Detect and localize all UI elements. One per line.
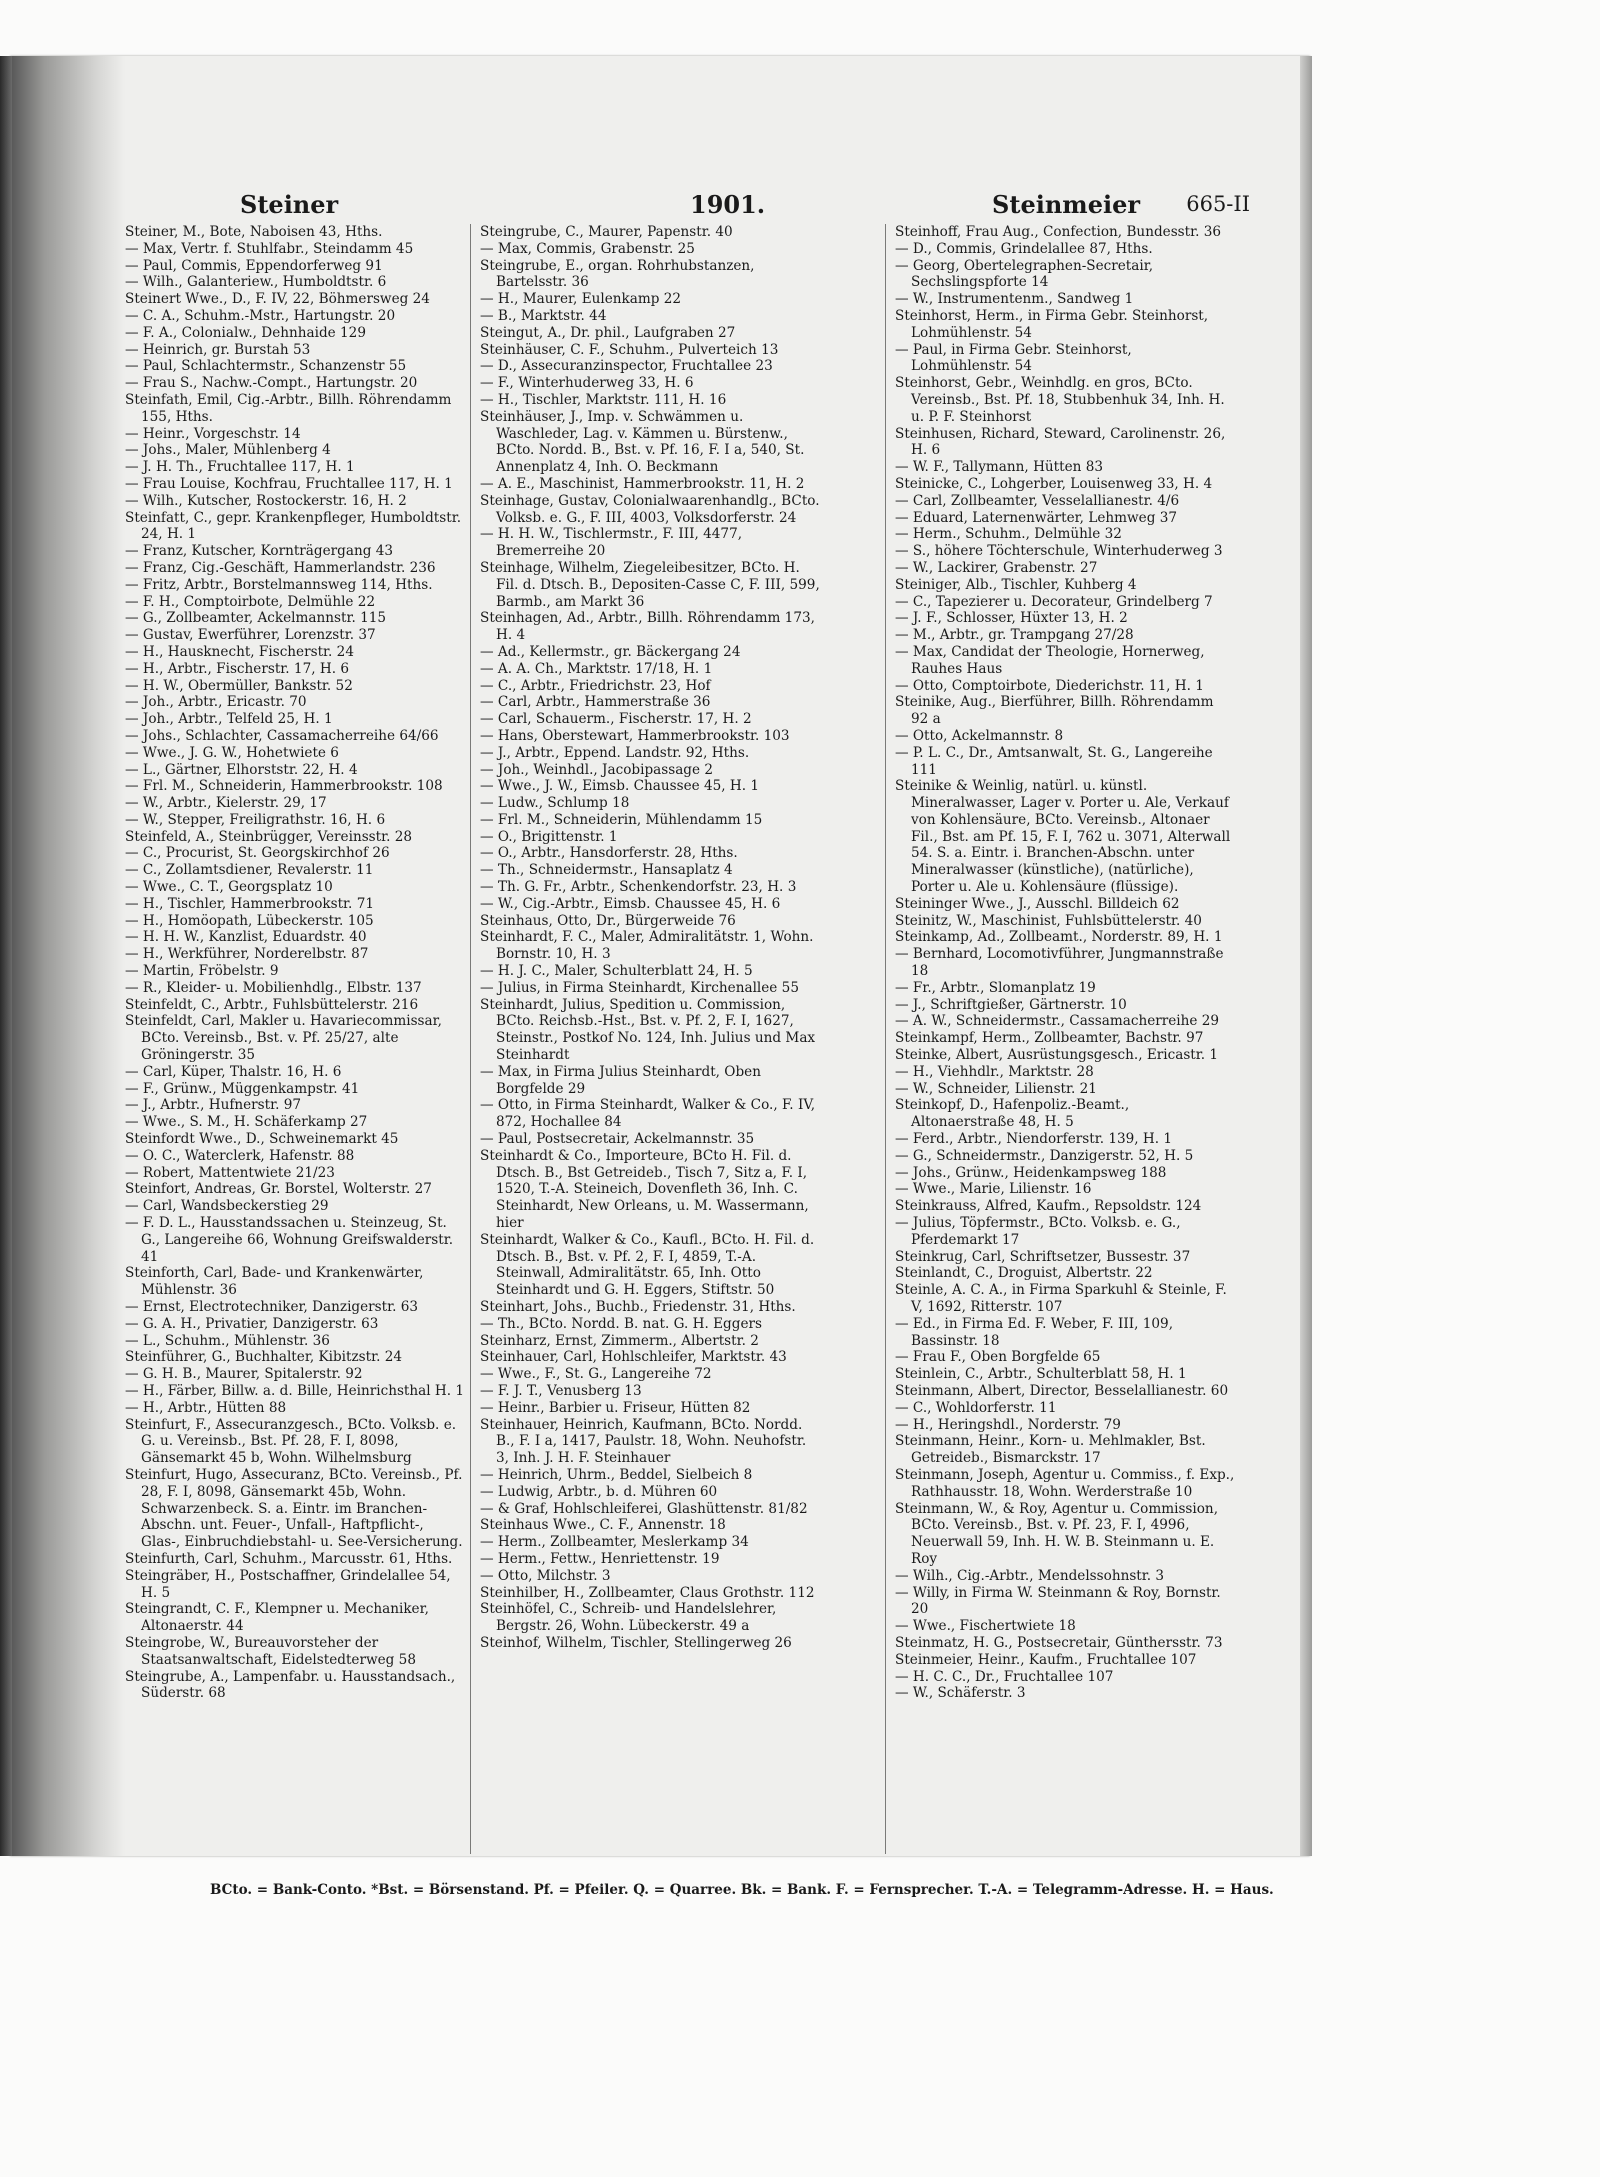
directory-entry: Steinhardt, Julius, Spedition u. Commission, BCto. Reichsb.-Hst., Bst. v. Pf. 2, F. I, 1627, Steinstr., Postkof No. 124, Inh. Julius und Max Steinhardt xyxy=(480,996,816,1064)
directory-entry: — & Graf, Hohlschleiferei, Glashüttenstr. 81/82 xyxy=(480,1500,808,1517)
directory-entry: — O., Brigittenstr. 1 xyxy=(480,828,618,845)
directory-entry: Steinhart, Johs., Buchb., Friedenstr. 31, Hths. xyxy=(480,1299,796,1315)
directory-entry: Steinmann, Albert, Director, Besselallianestr. 60 xyxy=(895,1382,1229,1399)
directory-entry: — Julius, Töpfermstr., BCto. Volksb. e. G., Pferdemarkt 17 xyxy=(895,1215,1181,1248)
directory-entry: — Fr., Arbtr., Slomanplatz 19 xyxy=(895,979,1096,996)
directory-entry: — Martin, Fröbelstr. 9 xyxy=(125,963,279,980)
directory-entry: Steingrandt, C. F., Klempner u. Mechaniker, Altonaerstr. 44 xyxy=(125,1601,429,1635)
directory-entry: — Ernst, Electrotechniker, Danzigerstr. 63 xyxy=(125,1299,419,1315)
directory-entry: — H. H. W., Tischlermstr., F. III, 4477, Bremerreihe 20 xyxy=(480,526,743,560)
directory-entry: Steinfordt Wwe., D., Schweinemarkt 45 xyxy=(125,1131,399,1148)
directory-entry: Steinführer, G., Buchhalter, Kibitzstr. 24 xyxy=(125,1349,403,1366)
directory-entry: — Joh., Weinhdl., Jacobipassage 2 xyxy=(480,761,714,778)
directory-entry: — H., Färber, Billw. a. d. Bille, Heinrichsthal H. 1 xyxy=(125,1382,465,1399)
book-spine-edge xyxy=(0,56,12,1856)
directory-entry: — C. A., Schuhm.-Mstr., Hartungstr. 20 xyxy=(125,307,396,324)
directory-entry: Steinharz, Ernst, Zimmerm., Albertstr. 2 xyxy=(480,1332,759,1349)
directory-entry: Steingrube, A., Lampenfabr. u. Hausstandsach., Süderstr. 68 xyxy=(125,1668,456,1702)
directory-entry: — W. F., Tallymann, Hütten 83 xyxy=(895,459,1104,476)
directory-entry: Steininger Wwe., J., Ausschl. Billdeich 62 xyxy=(895,895,1180,912)
directory-column-middle xyxy=(480,224,820,1874)
directory-entry: Steinhorst, Herm., in Firma Gebr. Steinhorst, Lohmühlenstr. 54 xyxy=(895,307,1209,341)
directory-entry: — S., höhere Töchterschule, Winterhuderweg 3 xyxy=(895,543,1223,560)
directory-entry: — H. J. C., Maler, Schulterblatt 24, H. 5 xyxy=(480,963,753,980)
directory-entry: Steinfath, Emil, Cig.-Arbtr., Billh. Röhrendamm 155, Hths. xyxy=(125,391,452,425)
directory-entry: — P. L. C., Dr., Amtsanwalt, St. G., Langereihe 111 xyxy=(895,744,1213,778)
directory-entry: Steinmeier, Heinr., Kaufm., Fruchtallee 107 xyxy=(895,1651,1197,1668)
directory-entry: — Heinrich, gr. Burstah 53 xyxy=(125,341,311,358)
directory-entry: — H., Werkführer, Norderelbstr. 87 xyxy=(125,946,369,963)
directory-entry: Steiniger, Alb., Tischler, Kuhberg 4 xyxy=(895,576,1137,593)
directory-entry: — Paul, Commis, Eppendorferweg 91 xyxy=(125,257,383,274)
directory-entry: — J. F., Schlosser, Hüxter 13, H. 2 xyxy=(895,610,1128,627)
directory-entry: Steinhagen, Ad., Arbtr., Billh. Röhrendamm 173, H. 4 xyxy=(480,610,815,644)
directory-entry: — Fritz, Arbtr., Borstelmannsweg 114, Hths. xyxy=(125,576,433,593)
directory-entry: Steinforth, Carl, Bade- und Krankenwärter, Mühlenstr. 36 xyxy=(125,1265,424,1299)
running-header xyxy=(240,190,1250,224)
directory-entry: Steinhardt & Co., Importeure, BCto H. Fil. d. Dtsch. B., Bst Getreideb., Tisch 7, Sitz a, F. I, 1520, T.-A. Steineich, Dovenfleth 36, Inh. C. Steinhardt, New Orleans, u. M. Wassermann, hier xyxy=(480,1147,809,1232)
directory-entry: — H. C. C., Dr., Fruchtallee 107 xyxy=(895,1668,1114,1685)
directory-entry: Steinhaus, Otto, Dr., Bürgerweide 76 xyxy=(480,912,736,929)
directory-entry: Steinfort, Andreas, Gr. Borstel, Wolterstr. 27 xyxy=(125,1181,432,1198)
directory-column-right xyxy=(895,224,1235,1874)
directory-entry: Steiner, M., Bote, Naboisen 43, Hths. xyxy=(125,224,383,240)
directory-entry: — Heinr., Vorgeschstr. 14 xyxy=(125,425,301,442)
directory-entry: — Heinrich, Uhrm., Beddel, Sielbeich 8 xyxy=(480,1466,753,1483)
directory-entry: — Robert, Mattentwiete 21/23 xyxy=(125,1164,335,1181)
directory-entry: Steinmann, W., & Roy, Agentur u. Commission, BCto. Vereinsb., Bst. v. Pf. 23, F. I, 4996, Neuerwall 59, Inh. H. W. B. Steinmann u. E. Roy xyxy=(895,1500,1219,1567)
directory-entry: — Frau S., Nachw.-Compt., Hartungstr. 20 xyxy=(125,375,418,392)
directory-entry: — Carl, Schauerm., Fischerstr. 17, H. 2 xyxy=(480,711,752,728)
directory-entry: — C., Procurist, St. Georgskirchhof 26 xyxy=(125,845,390,862)
directory-entry: — Otto, Comptoirbote, Diederichstr. 11, H. 1 xyxy=(895,677,1204,694)
directory-entry: Steinhorst, Gebr., Weinhdlg. en gros, BCto. Vereinsb., Bst. Pf. 18, Stubbenhuk 34, Inh. H. u. P. F. Steinhorst xyxy=(895,375,1225,425)
directory-entry: Steinkrauss, Alfred, Kaufm., Repsoldstr. 124 xyxy=(895,1198,1202,1215)
directory-entry: — Georg, Obertelegraphen-Secretair, Sechslingspforte 14 xyxy=(895,257,1154,291)
directory-entry: — Max, in Firma Julius Steinhardt, Oben Borgfelde 29 xyxy=(480,1063,761,1097)
directory-entry: — D., Commis, Grindelallee 87, Hths. xyxy=(895,240,1153,257)
directory-entry: Steingrube, C., Maurer, Papenstr. 40 xyxy=(480,224,733,240)
directory-entry: — Paul, in Firma Gebr. Steinhorst, Lohmühlenstr. 54 xyxy=(895,341,1132,375)
directory-entry: Steinfurth, Carl, Schuhm., Marcusstr. 61, Hths. xyxy=(125,1550,453,1567)
directory-entry: — W., Stepper, Freiligrathstr. 16, H. 6 xyxy=(125,811,386,828)
directory-entry: — Johs., Schlachter, Cassamacherreihe 64/66 xyxy=(125,727,439,744)
directory-entry: — M., Arbtr., gr. Trampgang 27/28 xyxy=(895,627,1134,644)
directory-entry: Steinhilber, H., Zollbeamter, Claus Grothstr. 112 xyxy=(480,1584,815,1601)
directory-entry: — Otto, Ackelmannstr. 8 xyxy=(895,727,1064,744)
directory-entry: Steinike, Aug., Bierführer, Billh. Röhrendamm 92 a xyxy=(895,694,1214,728)
directory-entry: — Johs., Maler, Mühlenberg 4 xyxy=(125,442,331,459)
directory-entry: — H., Viehhdlr., Marktstr. 28 xyxy=(895,1063,1094,1080)
directory-entry: — F. J. T., Venusberg 13 xyxy=(480,1382,642,1399)
directory-entry: Steinhage, Wilhelm, Ziegeleibesitzer, BCto. H. Fil. d. Dtsch. B., Depositen-Casse C, F. III, 599, Barmb., am Markt 36 xyxy=(480,559,820,610)
directory-entry: — Joh., Arbtr., Ericastr. 70 xyxy=(125,694,307,711)
directory-entry: — Ludw., Schlump 18 xyxy=(480,795,630,812)
directory-entry: — W., Instrumentenm., Sandweg 1 xyxy=(895,291,1134,308)
directory-entry: Steinke, Albert, Ausrüstungsgesch., Ericastr. 1 xyxy=(895,1047,1219,1064)
page-right-edge xyxy=(1300,56,1312,1856)
directory-entry: — Max, Commis, Grabenstr. 25 xyxy=(480,240,695,257)
directory-entry: — H., Arbtr., Fischerstr. 17, H. 6 xyxy=(125,660,350,677)
directory-entry: — Paul, Schlachtermstr., Schanzenstr 55 xyxy=(125,358,407,375)
directory-entry: — O., Arbtr., Hansdorferstr. 28, Hths. xyxy=(480,845,738,862)
directory-entry: — A. E., Maschinist, Hammerbrookstr. 11, H. 2 xyxy=(480,475,805,492)
directory-entry: — H., Hausknecht, Fischerstr. 24 xyxy=(125,643,354,660)
directory-entry: Steingrobe, W., Bureauvorsteher der Staatsanwaltschaft, Eidelstedterweg 58 xyxy=(125,1634,416,1668)
directory-entry: — W., Cig.-Arbtr., Eimsb. Chaussee 45, H. 6 xyxy=(480,895,781,912)
directory-entry: — Th., BCto. Nordd. B. nat. G. H. Eggers xyxy=(480,1315,762,1332)
directory-entry: — Franz, Kutscher, Kornträgergang 43 xyxy=(125,543,394,560)
directory-entry: — Paul, Postsecretair, Ackelmannstr. 35 xyxy=(480,1131,755,1148)
directory-entry: Steinfeld, A., Steinbrügger, Vereinsstr. 28 xyxy=(125,828,413,845)
directory-entry: — Heinr., Barbier u. Friseur, Hütten 82 xyxy=(480,1399,751,1416)
directory-entry: — Max, Candidat der Theologie, Hornerweg, Rauhes Haus xyxy=(895,643,1205,677)
directory-entry: — Julius, in Firma Steinhardt, Kirchenallee 55 xyxy=(480,979,799,996)
directory-entry: — W., Schäferstr. 3 xyxy=(895,1685,1026,1702)
directory-entry: Steinfurt, F., Assecuranzgesch., BCto. Volksb. e. G. u. Vereinsb., Bst. Pf. 28, F. I, 8098, Gänsemarkt 45 b, Wohn. Wilhelmsburg xyxy=(125,1416,457,1467)
directory-entry: Steinhardt, F. C., Maler, Admiralitätstr. 1, Wohn. Bornstr. 10, H. 3 xyxy=(480,929,814,963)
column-divider xyxy=(885,224,886,1854)
directory-entry: Steinkopf, D., Hafenpoliz.-Beamt., Altonaerstraße 48, H. 5 xyxy=(895,1097,1130,1131)
directory-entry: — Frau F., Oben Borgfelde 65 xyxy=(895,1349,1101,1366)
directory-entry: — Carl, Wandsbeckerstieg 29 xyxy=(125,1198,329,1215)
directory-entry: Steinhaus Wwe., C. F., Annenstr. 18 xyxy=(480,1517,726,1534)
directory-entry: — Wilh., Cig.-Arbtr., Mendelssohnstr. 3 xyxy=(895,1567,1165,1584)
directory-entry: — Ludwig, Arbtr., b. d. Mühren 60 xyxy=(480,1483,718,1500)
directory-entry: — C., Zollamtsdiener, Revalerstr. 11 xyxy=(125,862,374,879)
directory-entry: — Wilh., Galanteriew., Humboldtstr. 6 xyxy=(125,274,387,291)
directory-entry: Steinle, A. C. A., in Firma Sparkuhl & Steinle, F. V, 1692, Ritterstr. 107 xyxy=(895,1282,1227,1315)
directory-column-left xyxy=(125,224,465,1874)
directory-entry: — Wwe., J. G. W., Hohetwiete 6 xyxy=(125,744,339,761)
directory-entry: — Ed., in Firma Ed. F. Weber, F. III, 109, Bassinstr. 18 xyxy=(895,1315,1174,1349)
directory-entry: Steinhage, Gustav, Colonialwaarenhandlg., BCto. Volksb. e. G., F. III, 4003, Volksdorferstr. 24 xyxy=(480,492,820,526)
directory-entry: Steinkrug, Carl, Schriftsetzer, Bussestr. 37 xyxy=(895,1248,1191,1265)
directory-entry: Steingut, A., Dr. phil., Laufgraben 27 xyxy=(480,324,736,341)
directory-entry: — F. H., Comptoirbote, Delmühle 22 xyxy=(125,593,376,610)
directory-entry: Steinhöfel, C., Schreib- und Handelslehrer, Bergstr. 26, Wohn. Lübeckerstr. 49 a xyxy=(480,1601,777,1635)
directory-entry: — Otto, Milchstr. 3 xyxy=(480,1567,611,1584)
directory-entry: — F. A., Colonialw., Dehnhaide 129 xyxy=(125,324,366,341)
directory-entry: — Frl. M., Schneiderin, Mühlendamm 15 xyxy=(480,811,763,828)
directory-entry: Steinmann, Heinr., Korn- u. Mehlmakler, Bst. Getreideb., Bismarckstr. 17 xyxy=(895,1433,1206,1467)
directory-entry: Steinhof, Wilhelm, Tischler, Stellingerweg 26 xyxy=(480,1634,792,1651)
header-first-name: Steiner xyxy=(240,190,339,219)
directory-entry: Steinfurt, Hugo, Assecuranz, BCto. Vereinsb., Pf. 28, F. I, 8098, Gänsemarkt 45b, Wohn. Schwarzenbeck. S. a. Eintr. im Branchen-Abschn. unt. Feuer-, Unfall-, Haftpflicht-, Glas-, Einbruchdiebstahl- u. See-Versicherung. xyxy=(125,1466,463,1551)
directory-entry: — Wwe., S. M., H. Schäferkamp 27 xyxy=(125,1114,368,1131)
page-number: 665-II xyxy=(1186,192,1250,216)
directory-entry: — G. A. H., Privatier, Danzigerstr. 63 xyxy=(125,1315,379,1332)
directory-entry: — C., Wohldorferstr. 11 xyxy=(895,1399,1057,1416)
directory-entry: — Ferd., Arbtr., Niendorferstr. 139, H. 1 xyxy=(895,1131,1173,1148)
directory-entry: — G., Schneidermstr., Danzigerstr. 52, H. 5 xyxy=(895,1147,1194,1164)
directory-entry: Steingräber, H., Postschaffner, Grindelallee 54, H. 5 xyxy=(125,1567,451,1601)
directory-entry: — Bernhard, Locomotivführer, Jungmannstraße 18 xyxy=(895,946,1224,980)
directory-entry: — Frau Louise, Kochfrau, Fruchtallee 117, H. 1 xyxy=(125,475,453,492)
directory-entry: — G., Zollbeamter, Ackelmannstr. 115 xyxy=(125,610,387,627)
directory-entry: — Carl, Küper, Thalstr. 16, H. 6 xyxy=(125,1063,342,1080)
directory-entry: Steinhauer, Carl, Hohlschleifer, Marktstr. 43 xyxy=(480,1349,787,1366)
directory-entry: — D., Assecuranzinspector, Fruchtallee 23 xyxy=(480,358,773,375)
directory-entry: — L., Gärtner, Elhorststr. 22, H. 4 xyxy=(125,761,358,778)
directory-entry: — W., Arbtr., Kielerstr. 29, 17 xyxy=(125,795,327,812)
directory-entry: — J., Schriftgießer, Gärtnerstr. 10 xyxy=(895,996,1127,1013)
directory-entry: — Herm., Fettw., Henriettenstr. 19 xyxy=(480,1550,720,1567)
directory-entry: Steinfatt, C., gepr. Krankenpfleger, Humboldtstr. 24, H. 1 xyxy=(125,509,462,543)
directory-entry: Steingrube, E., organ. Rohrhubstanzen, Bartelsstr. 36 xyxy=(480,257,755,291)
directory-entry: — C., Tapezierer u. Decorateur, Grindelberg 7 xyxy=(895,593,1213,610)
directory-entry: — W., Lackirer, Grabenstr. 27 xyxy=(895,559,1098,576)
directory-entry: — Johs., Grünw., Heidenkampsweg 188 xyxy=(895,1164,1167,1181)
directory-entry: — Th. G. Fr., Arbtr., Schenkendorfstr. 23, H. 3 xyxy=(480,879,797,896)
directory-entry: — Joh., Arbtr., Telfeld 25, H. 1 xyxy=(125,711,333,728)
directory-entry: — J. H. Th., Fruchtallee 117, H. 1 xyxy=(125,459,355,476)
directory-entry: — Ad., Kellermstr., gr. Bäckergang 24 xyxy=(480,643,741,660)
directory-entry: — Th., Schneidermstr., Hansaplatz 4 xyxy=(480,862,733,879)
directory-entry: — H. W., Obermüller, Bankstr. 52 xyxy=(125,677,353,694)
directory-entry: — G. H. B., Maurer, Spitalerstr. 92 xyxy=(125,1366,363,1383)
directory-entry: — F., Grünw., Müggenkampstr. 41 xyxy=(125,1080,360,1097)
directory-entry: Steinhardt, Walker & Co., Kaufl., BCto. H. Fil. d. Dtsch. B., Bst. v. Pf. 2, F. I, 4859, T.-A. Steinwall, Admiralitätstr. 65, Inh. Otto Steinhardt und G. H. Eggers, Stiftstr. 50 xyxy=(480,1231,815,1299)
directory-entry: — Carl, Arbtr., Hammerstraße 36 xyxy=(480,694,711,711)
directory-entry: — Wwe., F., St. G., Langereihe 72 xyxy=(480,1366,712,1383)
directory-entry: Steinmann, Joseph, Agentur u. Commiss., f. Exp., Rathhausstr. 18, Wohn. Werderstraße 10 xyxy=(895,1466,1235,1500)
directory-entry: — Wilh., Kutscher, Rostockerstr. 16, H. 2 xyxy=(125,492,407,509)
directory-entry: — Herm., Schuhm., Delmühle 32 xyxy=(895,526,1122,543)
directory-entry: Steinmatz, H. G., Postsecretair, Günthersstr. 73 xyxy=(895,1634,1223,1651)
directory-entry: — O. C., Waterclerk, Hafenstr. 88 xyxy=(125,1147,355,1164)
directory-entry: — Wwe., Marie, Lilienstr. 16 xyxy=(895,1181,1092,1198)
column-divider xyxy=(470,224,471,1854)
directory-entry: Steinhäuser, C. F., Schuhm., Pulverteich 13 xyxy=(480,341,779,358)
directory-entry: — H., Tischler, Marktstr. 111, H. 16 xyxy=(480,391,727,408)
directory-entry: Steinhusen, Richard, Steward, Carolinenstr. 26, H. 6 xyxy=(895,425,1226,459)
directory-entry: — Eduard, Laternenwärter, Lehmweg 37 xyxy=(895,509,1178,526)
directory-entry: Steinike & Weinlig, natürl. u. künstl. Mineralwasser, Lager v. Porter u. Ale, Verkauf von Kohlensäure, BCto. Vereinsb., Altonaer Fil., Bst. am Pf. 15, F. I, 762 u. 3071, Alterwall 54. S. a. Eintr. i. Branchen-Abschn. unter Mineralwasser (künstliche), (natürliche), Porter u. Ale u. Kohlensäure (flüssige). xyxy=(895,778,1231,896)
directory-entry: Steinicke, C., Lohgerber, Louisenweg 33, H. 4 xyxy=(895,475,1213,492)
directory-entry: — Carl, Zollbeamter, Vesselallianestr. 4/6 xyxy=(895,492,1180,509)
directory-entry: — Frl. M., Schneiderin, Hammerbrookstr. 108 xyxy=(125,778,443,795)
directory-entry: — Wwe., Fischertwiete 18 xyxy=(895,1618,1076,1635)
directory-entry: — Hans, Oberstewart, Hammerbrookstr. 103 xyxy=(480,727,790,744)
header-last-name: Steinmeier xyxy=(992,190,1140,219)
directory-entry: — Herm., Zollbeamter, Meslerkamp 34 xyxy=(480,1534,749,1551)
directory-entry: Steinfeldt, C., Arbtr., Fuhlsbüttelerstr. 216 xyxy=(125,996,419,1013)
header-year: 1901. xyxy=(690,190,766,219)
directory-entry: — H., Tischler, Hammerbrookstr. 71 xyxy=(125,895,375,912)
directory-entry: Steinhoff, Frau Aug., Confection, Bundesstr. 36 xyxy=(895,224,1222,240)
directory-entry: — R., Kleider- u. Mobilienhdlg., Elbstr. 137 xyxy=(125,979,422,996)
directory-entry: — J., Arbtr., Hufnerstr. 97 xyxy=(125,1097,302,1114)
directory-entry: Steinhauer, Heinrich, Kaufmann, BCto. Nordd. B., F. I a, 1417, Paulstr. 18, Wohn. Neuhofstr. 3, Inh. J. H. F. Steinhauer xyxy=(480,1416,807,1467)
directory-entry: — F. D. L., Hausstandssachen u. Steinzeug, St. G., Langereihe 66, Wohnung Greifswalderstr. 41 xyxy=(125,1215,454,1265)
directory-entry: Steinert Wwe., D., F. IV, 22, Böhmersweg 24 xyxy=(125,291,430,308)
directory-entry: Steinfeldt, Carl, Makler u. Havariecommissar, BCto. Vereinsb., Bst. v. Pf. 25/27, alte Gröningerstr. 35 xyxy=(125,1013,442,1064)
directory-entry: — H., Homöopath, Lübeckerstr. 105 xyxy=(125,912,374,929)
directory-entry: — L., Schuhm., Mühlenstr. 36 xyxy=(125,1332,330,1349)
directory-entry: — Wwe., J. W., Eimsb. Chaussee 45, H. 1 xyxy=(480,778,760,795)
directory-entry: — C., Arbtr., Friedrichstr. 23, Hof xyxy=(480,677,711,694)
directory-entry: Steinhäuser, J., Imp. v. Schwämmen u. Waschleder, Lag. v. Kämmen u. Bürstenw., BCto. Nordd. B., Bst. v. Pf. 16, F. I a, 540, St. Annenplatz 4, Inh. O. Beckmann xyxy=(480,408,805,476)
directory-entry: — H., Maurer, Eulenkamp 22 xyxy=(480,291,682,308)
directory-entry: Steinitz, W., Maschinist, Fuhlsbüttelerstr. 40 xyxy=(895,912,1202,929)
directory-entry: Steinkamp, Ad., Zollbeamt., Norderstr. 89, H. 1 xyxy=(895,929,1223,946)
directory-entry: — Wwe., C. T., Georgsplatz 10 xyxy=(125,879,333,896)
directory-entry: — J., Arbtr., Eppend. Landstr. 92, Hths. xyxy=(480,744,750,761)
directory-entry: Steinkampf, Herm., Zollbeamter, Bachstr. 97 xyxy=(895,1030,1204,1047)
directory-entry: — Max, Vertr. f. Stuhlfabr., Steindamm 45 xyxy=(125,240,414,257)
directory-entry: — A. W., Schneidermstr., Cassamacherreihe 29 xyxy=(895,1013,1220,1030)
directory-entry: — H. H. W., Kanzlist, Eduardstr. 40 xyxy=(125,929,367,946)
directory-entry: Steinlandt, C., Droguist, Albertstr. 22 xyxy=(895,1265,1153,1282)
directory-entry: — Willy, in Firma W. Steinmann & Roy, Bornstr. 20 xyxy=(895,1584,1221,1618)
directory-entry: Steinlein, C., Arbtr., Schulterblatt 58, H. 1 xyxy=(895,1366,1187,1383)
directory-entry: — H., Arbtr., Hütten 88 xyxy=(125,1399,287,1416)
directory-entry: — H., Heringshdl., Norderstr. 79 xyxy=(895,1416,1121,1433)
directory-entry: — B., Marktstr. 44 xyxy=(480,307,607,324)
abbreviation-legend: BCto. = Bank-Conto. *Bst. = Börsenstand. Pf. = Pfeiler. Q. = Quarree. Bk. = Bank. F. = Fernsprecher. T.-A. = Telegramm-Adresse. H. = Haus. xyxy=(210,1882,1274,1898)
directory-entry: — A. A. Ch., Marktstr. 17/18, H. 1 xyxy=(480,660,713,677)
directory-entry: — Otto, in Firma Steinhardt, Walker & Co., F. IV, 872, Hochallee 84 xyxy=(480,1097,816,1131)
directory-entry: — Franz, Cig.-Geschäft, Hammerlandstr. 236 xyxy=(125,559,436,576)
directory-entry: — Gustav, Ewerführer, Lorenzstr. 37 xyxy=(125,627,376,644)
directory-entry: — F., Winterhuderweg 33, H. 6 xyxy=(480,375,694,392)
directory-entry: — W., Schneider, Lilienstr. 21 xyxy=(895,1080,1097,1097)
page-gutter-shadow xyxy=(10,56,125,1856)
